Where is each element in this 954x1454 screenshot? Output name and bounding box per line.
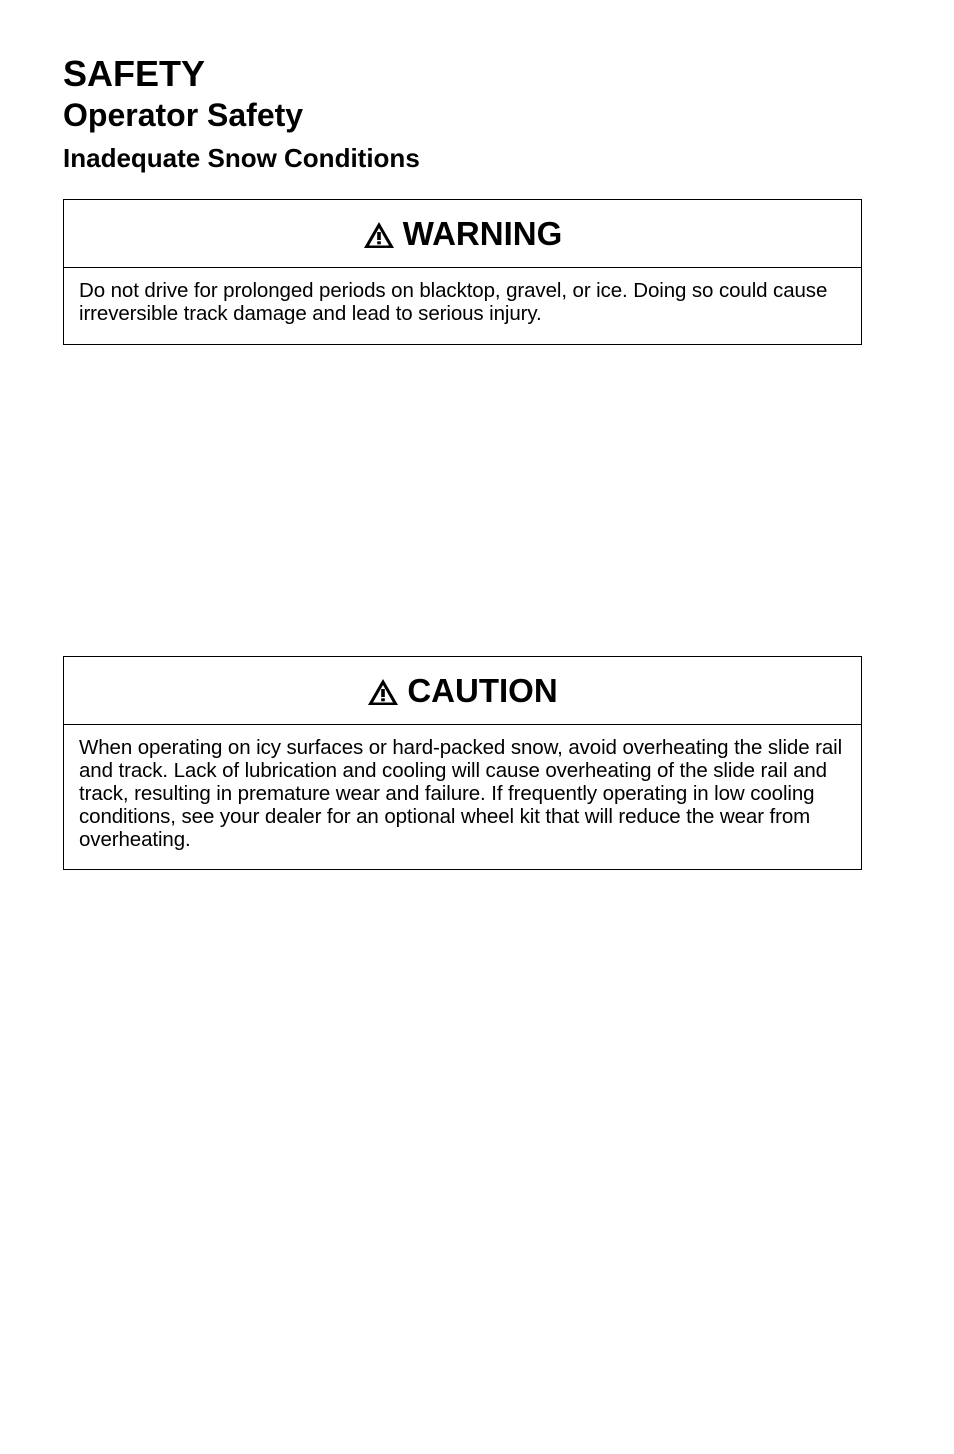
warning-box [63, 199, 862, 345]
warning-header [64, 200, 861, 268]
subsection-title: Operator Safety [63, 97, 304, 133]
warning-label: WARNING [402, 214, 563, 252]
caution-label: CAUTION [407, 671, 558, 709]
caution-box [63, 656, 862, 870]
caution-header [64, 657, 861, 725]
topic-title: Inadequate Snow Conditions [63, 143, 420, 173]
section-title: SAFETY [63, 53, 206, 94]
warning-text: Do not drive for prolonged periods on blacktop, gravel, or ice. Doing so could cause irreversible track damage and lead to serious injury. [79, 279, 828, 325]
caution-text: When operating on icy surfaces or hard-packed snow, avoid overheating the slide rail and track. Lack of lubrication and cooling will cause overheating of the slide rail and track, resulting in premature wear and failure. If frequently operating in low cooling conditions, see your dealer for an optional wheel kit that will reduce the wear from overheating. [79, 736, 843, 851]
warning-triangle-icon [367, 678, 399, 706]
warning-triangle-icon [363, 221, 395, 249]
